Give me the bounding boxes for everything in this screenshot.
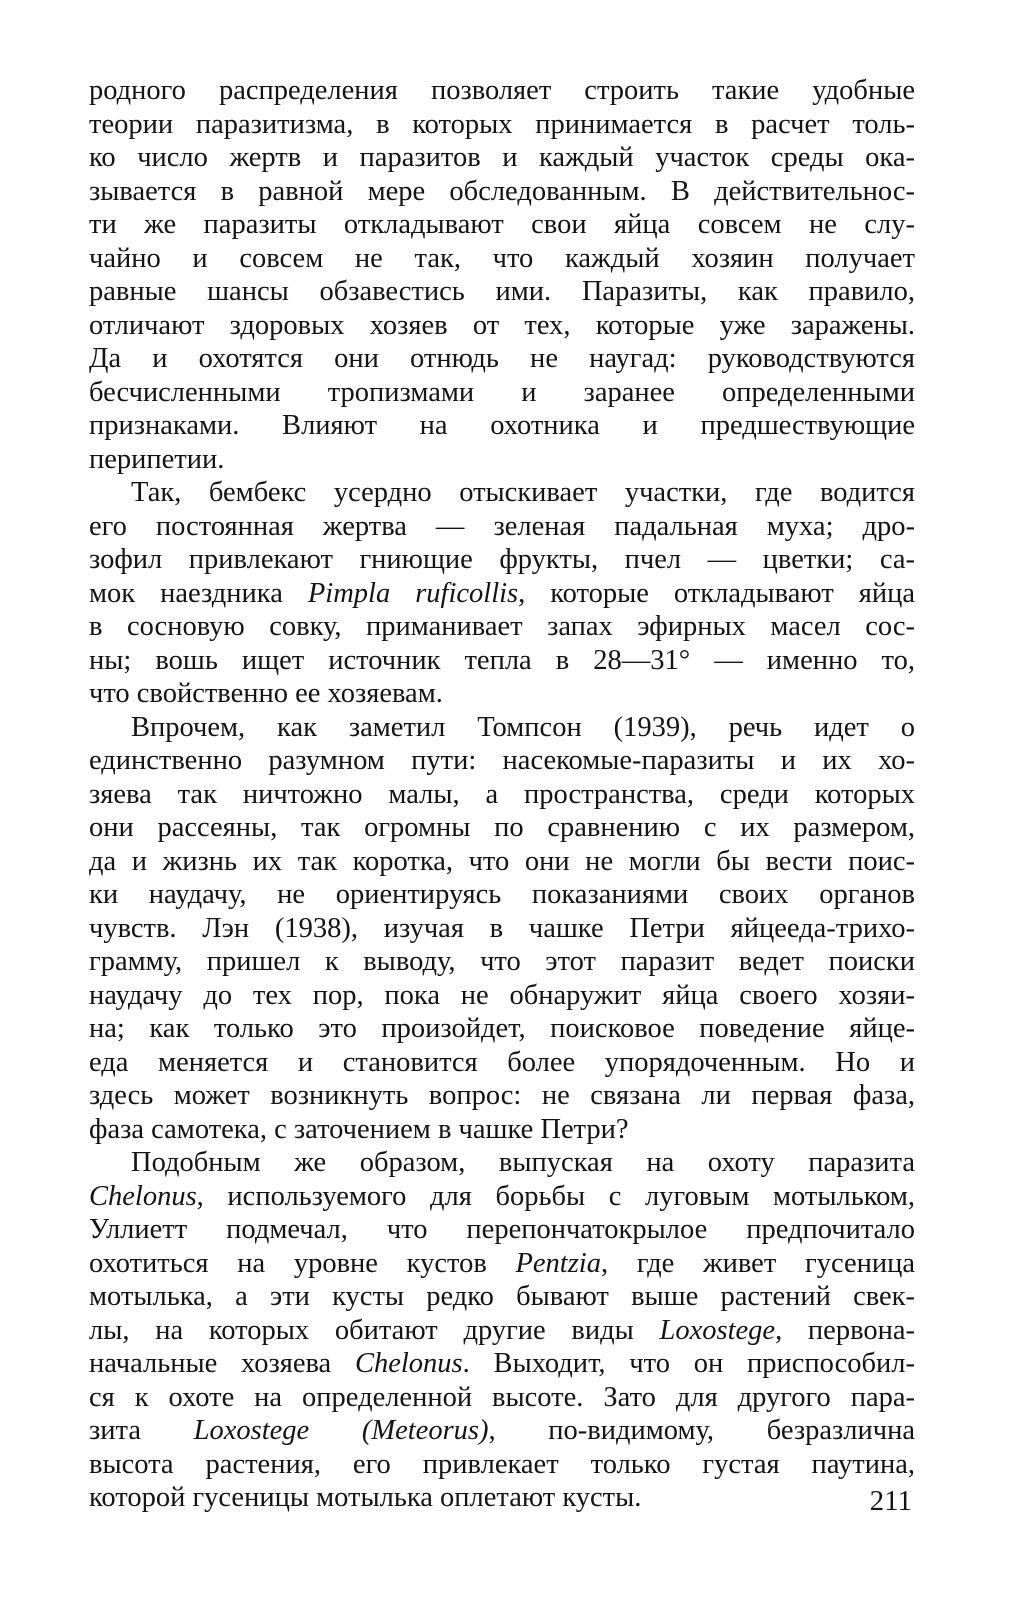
body-text [89, 74, 915, 1515]
text-line: ко число жертв и паразитов и каждый участок среды ока- [89, 142, 915, 173]
text-line: ки наудачу, не ориентируясь показаниями своих органов [89, 879, 915, 910]
text-line: ти же паразиты откладывают свои яйца совсем не слу- [89, 209, 915, 240]
text-line: бесчисленными тропизмами и заранее определенными [89, 376, 915, 408]
text-line: они рассеяны, так огромны по сравнению с их размером, [89, 812, 915, 843]
text-line: родного распределения позволяет строить такие удобные [89, 75, 915, 106]
text-line: Так, бембекс усердно отыскивает участки, где водится [131, 477, 915, 508]
text-line: Да и охотятся они отнюдь не наугад: руководствуются [89, 343, 915, 374]
text-line: которой гусеницы мотылька оплетают кусты. [89, 1482, 642, 1513]
text-line: грамму, пришел к выводу, что этот паразит ведет поиски [89, 946, 915, 977]
text-line: наудачу до тех пор, пока не обнаружит яйца своего хозяи- [89, 979, 915, 1011]
text-line: признаками. Влияют на охотника и предшествующие [89, 410, 915, 441]
text-line: зяева так ничтожно малы, а пространства, среди которых [89, 778, 915, 810]
text-line: отличают здоровых хозяев от тех, которые уже заражены. [89, 309, 915, 341]
latin-name: Chelonus [354, 1348, 463, 1379]
text-line: начальные хозяева Chelonus. Выходит, что он приспособил- [89, 1348, 915, 1379]
latin-name: Pimpla ruficollis [307, 577, 519, 609]
text-line: его постоянная жертва — зеленая падальная муха; дро- [89, 510, 915, 542]
text-line: на; как только это произойдет, поисковое поведение яйце- [89, 1013, 915, 1044]
text-line: охотиться на уровне кустов Pentzia, где живет гусеница [89, 1247, 915, 1279]
paragraph [89, 1146, 915, 1515]
page-number: 211 [869, 1485, 912, 1517]
text-line: зита Loxostege (Meteorus), по-видимому, безразлична [89, 1415, 915, 1446]
text-line: высота растения, его привлекает только густая паутина, [89, 1448, 915, 1480]
text-line: да и жизнь их так коротка, что они не могли бы вести поис- [89, 845, 915, 877]
text-line: перипетии. [89, 443, 225, 475]
paragraph [89, 74, 915, 476]
text-line: теории паразитизма, в которых принимается в расчет толь- [89, 108, 915, 140]
text-line: что свойственно ее хозяевам. [89, 678, 443, 709]
paragraph [89, 711, 915, 1147]
text-line: единственно разумном пути: насекомые-паразиты и их хо- [89, 745, 915, 776]
text-line: ся к охоте на определенной высоте. Зато для другого пара- [89, 1381, 915, 1413]
latin-name: Pentzia [515, 1247, 601, 1279]
text-line: чувств. Лэн (1938), изучая в чашке Петри яйцееда-трихо- [89, 912, 915, 944]
paragraph [89, 476, 915, 711]
text-line: зофил привлекают гниющие фрукты, пчел — цветки; са- [89, 544, 915, 575]
text-line: Уллиетт подмечал, что перепончатокрылое предпочитало [89, 1214, 915, 1245]
text-line: Chelonus, используемого для борьбы с луговым мотыльком, [89, 1180, 915, 1212]
text-line: фаза самотека, с заточением в чашке Петри? [89, 1113, 629, 1145]
text-line: чайно и совсем не так, что каждый хозяин получает [89, 242, 915, 274]
text-line: мотылька, а эти кусты редко бывают выше растений свек- [89, 1281, 915, 1312]
text-line: ны; вошь ищет источник тепла в 28—31° — именно то, [89, 644, 915, 676]
text-line: равные шансы обзавестись ими. Паразиты, как правило, [89, 276, 915, 307]
text-line: мок наездника Pimpla ruficollis, которые откладывают яйца [89, 577, 916, 609]
latin-name: Loxostege [659, 1314, 776, 1346]
text-line: здесь может возникнуть вопрос: не связана ли первая фаза, [89, 1080, 915, 1111]
text-line: Впрочем, как заметил Томпсон (1939), речь идет о [131, 711, 915, 743]
latin-name: Loxostege (Meteorus) [193, 1415, 489, 1446]
text-line: в сосновую совку, приманивает запах эфирных масел сос- [89, 611, 915, 642]
text-line: лы, на которых обитают другие виды Loxostege, первона- [89, 1314, 915, 1346]
latin-name: Chelonus [89, 1180, 197, 1212]
text-line: зывается в равной мере обследованным. В действительнос- [89, 175, 915, 207]
text-line: Подобным же образом, выпуская на охоту паразита [131, 1147, 915, 1178]
text-line: еда меняется и становится более упорядоченным. Но и [89, 1046, 915, 1078]
